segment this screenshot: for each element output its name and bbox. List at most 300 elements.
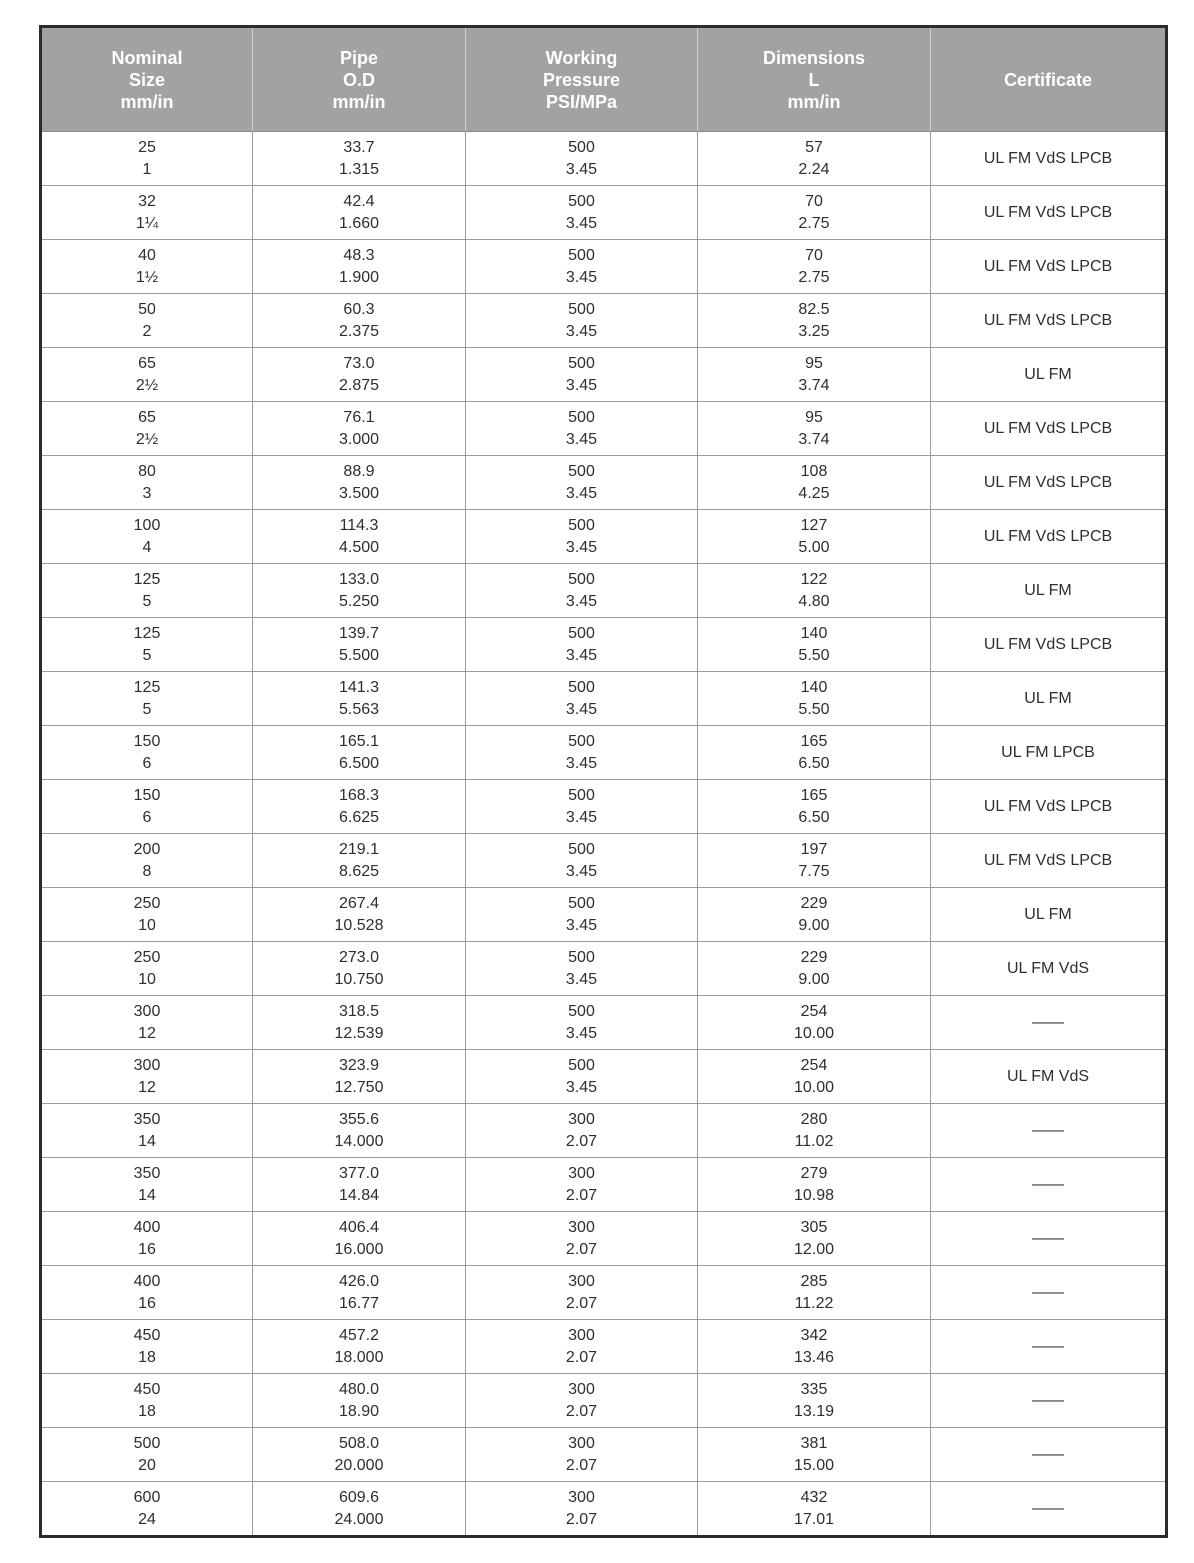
imperial-value: 18.90 [338, 1402, 380, 1420]
metric-value: 450 [133, 1380, 161, 1398]
imperial-value: 4 [142, 538, 152, 556]
imperial-value: 7.75 [798, 862, 830, 880]
imperial-value: 3.45 [565, 214, 598, 232]
imperial-value: 2.07 [565, 1186, 598, 1204]
metric-value: 432 [800, 1488, 828, 1506]
cell-nominal-size [41, 1212, 253, 1266]
metric-value: 500 [568, 786, 595, 804]
cell-nominal-size [41, 186, 253, 240]
imperial-value: 1.900 [338, 268, 380, 286]
metric-value: 80 [138, 462, 156, 480]
cell-working-pressure [466, 1374, 698, 1428]
metric-value: 108 [800, 462, 828, 480]
imperial-value: 2.07 [565, 1132, 598, 1150]
metric-value: 219.1 [338, 840, 380, 858]
cell-dimension-l [698, 1374, 931, 1428]
cell-dimension-l [698, 996, 931, 1050]
table-row [41, 942, 1167, 996]
cell-nominal-size [41, 726, 253, 780]
metric-value: 133.0 [338, 570, 380, 588]
imperial-value: 5.00 [798, 538, 830, 556]
cell-nominal-size [41, 942, 253, 996]
cell-dimension-l [698, 1212, 931, 1266]
metric-value: 300 [133, 1002, 161, 1020]
cell-working-pressure [466, 1428, 698, 1482]
imperial-value: 3.74 [798, 430, 830, 448]
imperial-value: 3.45 [565, 1024, 598, 1042]
metric-value: 500 [568, 246, 595, 264]
table-row [41, 888, 1167, 942]
metric-value: 500 [568, 624, 595, 642]
imperial-value: 15.00 [793, 1456, 835, 1474]
table-row [41, 240, 1167, 294]
imperial-value: 16 [138, 1240, 156, 1258]
metric-value: 88.9 [343, 462, 375, 480]
table-row [41, 132, 1167, 186]
imperial-value: 13.46 [793, 1348, 835, 1366]
imperial-value: 2.375 [338, 322, 380, 340]
header-row [41, 27, 1167, 132]
header-line: Certificate [1003, 69, 1093, 90]
table-row [41, 1158, 1167, 1212]
metric-value: 406.4 [338, 1218, 380, 1236]
metric-value: 500 [568, 516, 595, 534]
imperial-value: 2.07 [565, 1348, 598, 1366]
metric-value: 508.0 [338, 1434, 380, 1452]
cell-nominal-size [41, 1428, 253, 1482]
metric-value: 300 [568, 1110, 595, 1128]
metric-value: 300 [568, 1164, 595, 1182]
imperial-value: 6.625 [338, 808, 380, 826]
imperial-value: 5.563 [338, 700, 380, 718]
imperial-value: 3.45 [565, 808, 598, 826]
cell-nominal-size [41, 996, 253, 1050]
cell-pipe-od [253, 1266, 466, 1320]
cell-dimension-l [698, 186, 931, 240]
imperial-value: 24 [138, 1510, 156, 1528]
header-line: Nominal [111, 47, 183, 68]
cell-certificate: UL FM [931, 672, 1167, 726]
metric-value: 60.3 [343, 300, 375, 318]
cell-dimension-l [698, 402, 931, 456]
cell-pipe-od [253, 780, 466, 834]
cell-working-pressure [466, 942, 698, 996]
imperial-value: 8.625 [338, 862, 380, 880]
table-row [41, 1212, 1167, 1266]
imperial-value: 16 [138, 1294, 156, 1312]
imperial-value: 6.500 [338, 754, 380, 772]
metric-value: 229 [800, 948, 828, 966]
header-line: mm/in [120, 91, 174, 112]
cell-nominal-size [41, 348, 253, 402]
imperial-value: 10.528 [334, 916, 384, 934]
metric-value: 355.6 [338, 1110, 380, 1128]
cell-working-pressure [466, 294, 698, 348]
imperial-value: 3.45 [565, 484, 598, 502]
cell-certificate: UL FM VdS LPCB [931, 510, 1167, 564]
metric-value: 140 [800, 678, 828, 696]
cell-working-pressure [466, 348, 698, 402]
cell-dimension-l [698, 348, 931, 402]
cell-dimension-l [698, 780, 931, 834]
metric-value: 285 [800, 1272, 828, 1290]
metric-value: 323.9 [338, 1056, 380, 1074]
cell-dimension-l [698, 672, 931, 726]
cell-working-pressure [466, 780, 698, 834]
imperial-value: 3.45 [565, 1078, 598, 1096]
cell-certificate: UL FM VdS [931, 1050, 1167, 1104]
header-line: Pipe [339, 47, 378, 68]
metric-value: 500 [568, 840, 595, 858]
cell-certificate: —— [931, 1158, 1167, 1212]
metric-value: 500 [568, 192, 595, 210]
cell-working-pressure [466, 726, 698, 780]
cell-working-pressure [466, 1104, 698, 1158]
cell-certificate: UL FM VdS LPCB [931, 780, 1167, 834]
header-line: Size [128, 69, 166, 90]
cell-pipe-od [253, 510, 466, 564]
metric-value: 305 [800, 1218, 828, 1236]
cell-nominal-size [41, 510, 253, 564]
imperial-value: 10.00 [793, 1078, 835, 1096]
cell-working-pressure [466, 996, 698, 1050]
imperial-value: 2.07 [565, 1456, 598, 1474]
metric-value: 114.3 [339, 516, 379, 534]
imperial-value: 2.07 [565, 1402, 598, 1420]
cell-pipe-od [253, 456, 466, 510]
metric-value: 197 [800, 840, 828, 858]
metric-value: 342 [800, 1326, 828, 1344]
table-row [41, 1050, 1167, 1104]
imperial-value: 3.000 [338, 430, 380, 448]
metric-value: 165 [800, 732, 828, 750]
cell-dimension-l [698, 1482, 931, 1537]
imperial-value: 4.80 [798, 592, 830, 610]
imperial-value: 13.19 [793, 1402, 835, 1420]
metric-value: 400 [133, 1272, 161, 1290]
metric-value: 82.5 [798, 300, 830, 318]
imperial-value: 3 [142, 484, 152, 502]
cell-pipe-od [253, 402, 466, 456]
imperial-value: 5 [142, 592, 152, 610]
imperial-value: 5.500 [338, 646, 380, 664]
imperial-value: 12.539 [334, 1024, 384, 1042]
metric-value: 141.3 [338, 678, 380, 696]
metric-value: 32 [138, 192, 156, 210]
imperial-value: 18.000 [334, 1348, 384, 1366]
cell-dimension-l [698, 564, 931, 618]
cell-working-pressure [466, 1158, 698, 1212]
cell-certificate: UL FM LPCB [931, 726, 1167, 780]
cell-certificate: —— [931, 1320, 1167, 1374]
metric-value: 165 [800, 786, 828, 804]
imperial-value: 12.00 [793, 1240, 835, 1258]
imperial-value: 10 [138, 970, 156, 988]
imperial-value: 1.660 [338, 214, 380, 232]
cell-nominal-size [41, 1050, 253, 1104]
cell-working-pressure [466, 402, 698, 456]
imperial-value: 14.84 [338, 1186, 380, 1204]
cell-nominal-size [41, 1158, 253, 1212]
imperial-value: 2.07 [565, 1240, 598, 1258]
cell-certificate: UL FM VdS LPCB [931, 456, 1167, 510]
metric-value: 500 [568, 732, 595, 750]
imperial-value: 8 [142, 862, 152, 880]
cell-certificate: UL FM VdS LPCB [931, 618, 1167, 672]
table-header [41, 27, 1167, 132]
cell-certificate: UL FM VdS LPCB [931, 186, 1167, 240]
imperial-value: 16.77 [338, 1294, 380, 1312]
imperial-value: 16.000 [334, 1240, 384, 1258]
header-line: Pressure [542, 69, 621, 90]
cell-dimension-l [698, 834, 931, 888]
cell-working-pressure [466, 1482, 698, 1537]
imperial-value: 1¼ [135, 214, 159, 232]
imperial-value: 2.75 [798, 214, 830, 232]
table-row [41, 672, 1167, 726]
imperial-value: 2.07 [565, 1510, 598, 1528]
metric-value: 381 [800, 1434, 828, 1452]
metric-value: 480.0 [338, 1380, 380, 1398]
cell-working-pressure [466, 510, 698, 564]
imperial-value: 3.45 [565, 160, 598, 178]
metric-value: 168.3 [338, 786, 380, 804]
imperial-value: 20 [138, 1456, 156, 1474]
metric-value: 95 [805, 408, 823, 426]
table-row [41, 996, 1167, 1050]
cell-certificate: UL FM VdS LPCB [931, 240, 1167, 294]
cell-pipe-od [253, 240, 466, 294]
imperial-value: 5.50 [798, 700, 830, 718]
metric-value: 500 [568, 138, 595, 156]
imperial-value: 3.45 [565, 754, 598, 772]
cell-nominal-size [41, 834, 253, 888]
cell-nominal-size [41, 1266, 253, 1320]
metric-value: 450 [133, 1326, 161, 1344]
cell-working-pressure [466, 834, 698, 888]
cell-certificate: —— [931, 1266, 1167, 1320]
metric-value: 377.0 [338, 1164, 380, 1182]
metric-value: 300 [568, 1380, 595, 1398]
cell-pipe-od [253, 1482, 466, 1537]
imperial-value: 3.45 [565, 916, 598, 934]
imperial-value: 3.45 [565, 322, 598, 340]
cell-certificate: UL FM [931, 888, 1167, 942]
cell-certificate: UL FM VdS LPCB [931, 132, 1167, 186]
imperial-value: 10.750 [334, 970, 384, 988]
cell-dimension-l [698, 1158, 931, 1212]
metric-value: 200 [133, 840, 161, 858]
imperial-value: 4.500 [338, 538, 380, 556]
cell-certificate: —— [931, 1482, 1167, 1537]
imperial-value: 6.50 [798, 808, 830, 826]
imperial-value: 9.00 [798, 970, 830, 988]
metric-value: 250 [133, 948, 161, 966]
cell-dimension-l [698, 942, 931, 996]
imperial-value: 10.98 [793, 1186, 835, 1204]
table-row [41, 186, 1167, 240]
metric-value: 125 [133, 678, 161, 696]
cell-certificate: UL FM VdS LPCB [931, 294, 1167, 348]
cell-working-pressure [466, 618, 698, 672]
header-line: L [808, 69, 820, 90]
metric-value: 100 [133, 516, 161, 534]
cell-pipe-od [253, 1050, 466, 1104]
table-row [41, 456, 1167, 510]
cell-dimension-l [698, 456, 931, 510]
imperial-value: 1½ [135, 268, 159, 286]
cell-nominal-size [41, 294, 253, 348]
cell-working-pressure [466, 888, 698, 942]
imperial-value: 3.45 [565, 538, 598, 556]
cell-dimension-l [698, 888, 931, 942]
imperial-value: 2.75 [798, 268, 830, 286]
cell-dimension-l [698, 1428, 931, 1482]
cell-pipe-od [253, 1428, 466, 1482]
cell-dimension-l [698, 510, 931, 564]
header-pipe-od [253, 27, 466, 132]
imperial-value: 2.07 [565, 1294, 598, 1312]
cell-nominal-size [41, 888, 253, 942]
cell-nominal-size [41, 618, 253, 672]
metric-value: 300 [568, 1326, 595, 1344]
cell-nominal-size [41, 402, 253, 456]
table-row [41, 1428, 1167, 1482]
imperial-value: 2½ [135, 376, 159, 394]
cell-pipe-od [253, 942, 466, 996]
metric-value: 300 [568, 1272, 595, 1290]
imperial-value: 5 [142, 700, 152, 718]
metric-value: 139.7 [338, 624, 380, 642]
cell-dimension-l [698, 1266, 931, 1320]
cell-certificate: —— [931, 996, 1167, 1050]
imperial-value: 1.315 [338, 160, 380, 178]
imperial-value: 3.45 [565, 268, 598, 286]
header-line: O.D [342, 69, 375, 90]
cell-pipe-od [253, 564, 466, 618]
imperial-value: 11.02 [794, 1132, 834, 1150]
imperial-value: 10 [138, 916, 156, 934]
cell-certificate: —— [931, 1428, 1167, 1482]
metric-value: 426.0 [338, 1272, 380, 1290]
table-row [41, 564, 1167, 618]
imperial-value: 4.25 [798, 484, 830, 502]
metric-value: 300 [568, 1434, 595, 1452]
cell-working-pressure [466, 132, 698, 186]
metric-value: 65 [138, 354, 156, 372]
table-row [41, 1104, 1167, 1158]
metric-value: 500 [568, 408, 595, 426]
cell-nominal-size [41, 1374, 253, 1428]
cell-pipe-od [253, 618, 466, 672]
table-row [41, 402, 1167, 456]
imperial-value: 6.50 [798, 754, 830, 772]
cell-certificate: —— [931, 1104, 1167, 1158]
table-row [41, 834, 1167, 888]
cell-pipe-od [253, 132, 466, 186]
cell-dimension-l [698, 240, 931, 294]
cell-working-pressure [466, 1266, 698, 1320]
metric-value: 279 [800, 1164, 828, 1182]
metric-value: 500 [568, 300, 595, 318]
header-line: PSI/MPa [545, 91, 618, 112]
table-row [41, 348, 1167, 402]
cell-nominal-size [41, 780, 253, 834]
metric-value: 280 [800, 1110, 828, 1128]
metric-value: 500 [568, 570, 595, 588]
cell-certificate: UL FM VdS [931, 942, 1167, 996]
metric-value: 500 [568, 1002, 595, 1020]
imperial-value: 2.24 [798, 160, 830, 178]
cell-dimension-l [698, 726, 931, 780]
metric-value: 122 [800, 570, 828, 588]
cell-nominal-size [41, 1482, 253, 1537]
table-body [41, 132, 1167, 1537]
cell-pipe-od [253, 888, 466, 942]
metric-value: 254 [800, 1002, 828, 1020]
metric-value: 500 [568, 1056, 595, 1074]
cell-pipe-od [253, 1212, 466, 1266]
cell-certificate: UL FM [931, 564, 1167, 618]
imperial-value: 2½ [135, 430, 159, 448]
cell-pipe-od [253, 834, 466, 888]
metric-value: 42.4 [343, 192, 375, 210]
imperial-value: 5.50 [798, 646, 830, 664]
imperial-value: 5 [142, 646, 152, 664]
imperial-value: 6 [142, 754, 152, 772]
imperial-value: 12 [138, 1078, 156, 1096]
metric-value: 70 [805, 246, 823, 264]
cell-pipe-od [253, 348, 466, 402]
header-line: Dimensions [762, 47, 866, 68]
imperial-value: 5.250 [338, 592, 380, 610]
imperial-value: 3.45 [565, 646, 598, 664]
imperial-value: 3.45 [565, 700, 598, 718]
table-row [41, 1320, 1167, 1374]
cell-working-pressure [466, 1212, 698, 1266]
metric-value: 150 [133, 786, 161, 804]
imperial-value: 14 [138, 1186, 156, 1204]
metric-value: 40 [138, 246, 156, 264]
metric-value: 500 [568, 354, 595, 372]
cell-certificate: —— [931, 1212, 1167, 1266]
metric-value: 150 [133, 732, 161, 750]
table-row [41, 726, 1167, 780]
metric-value: 70 [805, 192, 823, 210]
cell-nominal-size [41, 132, 253, 186]
cell-dimension-l [698, 132, 931, 186]
metric-value: 500 [568, 894, 595, 912]
imperial-value: 24.000 [334, 1510, 384, 1528]
metric-value: 267.4 [338, 894, 380, 912]
metric-value: 125 [133, 570, 161, 588]
cell-certificate: —— [931, 1374, 1167, 1428]
cell-certificate: UL FM [931, 348, 1167, 402]
imperial-value: 3.25 [798, 322, 830, 340]
table-row [41, 1374, 1167, 1428]
metric-value: 300 [568, 1488, 595, 1506]
imperial-value: 2.875 [338, 376, 380, 394]
cell-working-pressure [466, 1050, 698, 1104]
metric-value: 50 [138, 300, 156, 318]
metric-value: 273.0 [338, 948, 380, 966]
cell-nominal-size [41, 672, 253, 726]
cell-pipe-od [253, 1104, 466, 1158]
metric-value: 500 [568, 462, 595, 480]
cell-pipe-od [253, 186, 466, 240]
imperial-value: 6 [142, 808, 152, 826]
header-certificate [931, 27, 1167, 132]
